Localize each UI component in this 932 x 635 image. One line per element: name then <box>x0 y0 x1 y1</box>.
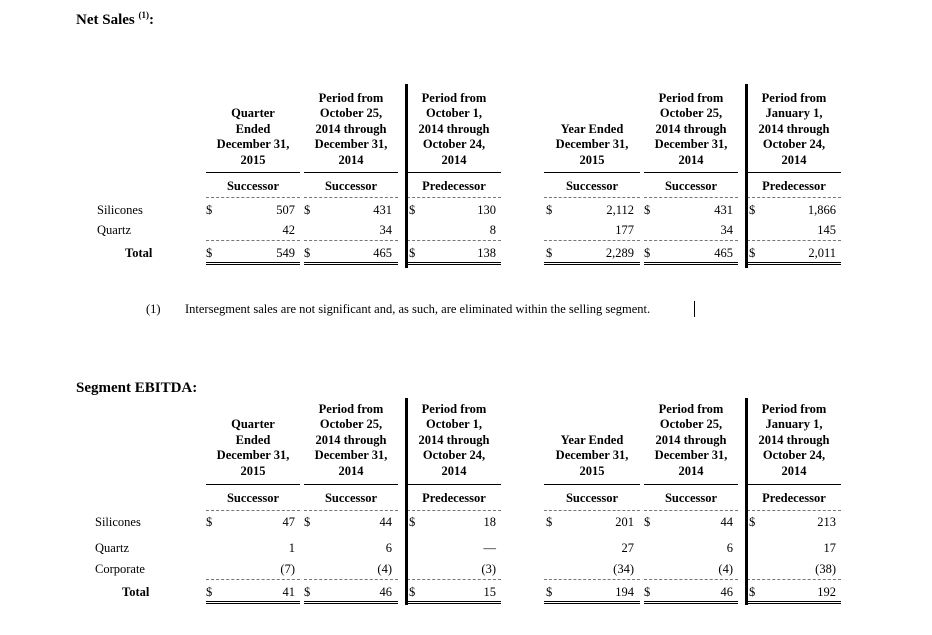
currency-symbol: $ <box>304 515 311 529</box>
currency-symbol: $ <box>546 515 553 529</box>
column-header-line: Quarter <box>231 106 275 120</box>
column-header-line: 2015 <box>240 463 266 478</box>
column-header-line: October 25, <box>659 417 723 431</box>
header-rule <box>747 172 841 173</box>
currency-symbol: $ <box>546 585 553 599</box>
total-value: 465 <box>714 246 733 260</box>
total-double-rule <box>304 601 398 607</box>
subheader-rule <box>644 197 738 198</box>
total-double-rule <box>206 601 300 607</box>
subtotal-rule <box>644 579 738 580</box>
cell-value: 27 <box>621 541 634 555</box>
footnote-marker: (1) <box>146 302 161 316</box>
period-label: Predecessor <box>422 179 486 193</box>
cell-value: 34 <box>379 223 392 237</box>
row-label: Quartz <box>95 541 130 555</box>
subtotal-rule <box>304 240 398 241</box>
column-header <box>747 91 841 169</box>
column-header-line: Period from <box>761 90 827 105</box>
currency-symbol: $ <box>644 515 651 529</box>
column-header-line: October 25, <box>319 106 383 120</box>
subtotal-rule <box>206 240 300 241</box>
currency-symbol: $ <box>749 203 756 217</box>
cell-value: (3) <box>481 562 496 576</box>
cell-value: 8 <box>489 223 496 237</box>
column-header-line: Period from <box>761 401 827 416</box>
column-header <box>407 91 501 169</box>
column-header-line: December 31, <box>654 448 728 462</box>
column-header <box>304 402 398 480</box>
period-label: Successor <box>226 491 280 505</box>
total-value: 138 <box>477 246 496 260</box>
total-double-rule <box>747 262 841 268</box>
column-header-line: 2014 <box>678 463 704 478</box>
column-header-line: October 24, <box>422 137 486 151</box>
currency-symbol: $ <box>546 246 553 260</box>
row-label: Silicones <box>95 515 141 529</box>
cell-value: 42 <box>282 223 295 237</box>
column-header-line: January 1, <box>765 417 823 431</box>
total-value: 46 <box>379 585 392 599</box>
subheader-rule <box>747 197 841 198</box>
subtotal-rule <box>544 579 640 580</box>
subheader-rule <box>544 197 640 198</box>
cell-value: 507 <box>276 203 295 217</box>
header-rule <box>747 484 841 485</box>
period-label: Predecessor <box>762 179 826 193</box>
cell-value: 6 <box>726 541 733 555</box>
subtotal-rule <box>206 579 300 580</box>
cell-value: 44 <box>720 515 733 529</box>
column-header-line: October 1, <box>425 106 482 120</box>
total-row-label: Total <box>122 585 150 599</box>
column-header-line: Ended <box>235 432 271 447</box>
subtotal-rule <box>747 579 841 580</box>
subheader-rule <box>747 510 841 511</box>
column-header-line: 2015 <box>579 152 605 167</box>
currency-symbol: $ <box>409 203 416 217</box>
cell-value: 213 <box>817 515 836 529</box>
cell-value: 17 <box>823 541 836 555</box>
column-header-line: 2014 <box>338 152 364 167</box>
column-header-line: October 24, <box>762 137 826 151</box>
period-separator <box>745 398 748 605</box>
cell-value: 201 <box>615 515 634 529</box>
period-label: Successor <box>565 491 619 505</box>
header-rule <box>644 172 738 173</box>
total-value: 192 <box>817 585 836 599</box>
column-header-line: October 24, <box>422 448 486 462</box>
column-header-line: Period from <box>318 90 384 105</box>
currency-symbol: $ <box>206 515 213 529</box>
subheader-rule <box>304 510 398 511</box>
column-header <box>407 402 501 480</box>
column-header <box>544 122 640 169</box>
column-header <box>747 402 841 480</box>
column-header-line: 2014 through <box>758 121 830 136</box>
total-double-rule <box>206 262 300 268</box>
header-rule <box>407 172 501 173</box>
column-header-line: December 31, <box>555 448 629 462</box>
cell-value: 1,866 <box>807 203 836 217</box>
column-header-line: 2014 through <box>655 121 727 136</box>
column-header-line: Quarter <box>231 417 275 431</box>
column-header-line: October 1, <box>425 417 482 431</box>
cell-value: (4) <box>377 562 392 576</box>
cell-value: 177 <box>615 223 634 237</box>
total-double-rule <box>407 601 501 607</box>
subheader-rule <box>206 510 300 511</box>
column-header <box>544 433 640 480</box>
column-header <box>304 91 398 169</box>
column-header-line: December 31, <box>314 137 388 151</box>
footnote-text: Intersegment sales are not significant and, as such, are eliminated within the selling segment. <box>185 302 651 316</box>
period-label: Successor <box>324 179 378 193</box>
period-separator <box>405 398 408 605</box>
subtotal-rule <box>644 240 738 241</box>
column-header-line: 2015 <box>579 463 605 478</box>
column-header-line: Year Ended <box>560 432 624 447</box>
column-header-line: 2014 <box>678 152 704 167</box>
period-label: Successor <box>226 179 280 193</box>
cell-value: (38) <box>815 562 836 576</box>
row-label: Quartz <box>97 223 132 237</box>
cell-value: 47 <box>282 515 295 529</box>
total-double-rule <box>544 601 640 607</box>
column-header-line: Period from <box>421 90 487 105</box>
column-header-line: 2014 <box>338 463 364 478</box>
column-header-line: December 31, <box>314 448 388 462</box>
total-double-rule <box>644 601 738 607</box>
currency-symbol: $ <box>206 246 213 260</box>
cell-value: (7) <box>280 562 295 576</box>
column-header-line: Ended <box>235 121 271 136</box>
subtotal-rule <box>407 579 501 580</box>
period-label: Successor <box>664 491 718 505</box>
row-label: Corporate <box>95 562 145 576</box>
column-header-line: December 31, <box>216 448 290 462</box>
net-sales-footnote-ref: (1) <box>138 10 149 20</box>
total-double-rule <box>304 262 398 268</box>
subheader-rule <box>544 510 640 511</box>
header-rule <box>544 172 640 173</box>
column-header-line: October 25, <box>659 106 723 120</box>
cell-value: 6 <box>385 541 392 555</box>
column-header-line: Year Ended <box>560 121 624 136</box>
currency-symbol: $ <box>644 203 651 217</box>
period-label: Successor <box>565 179 619 193</box>
period-separator <box>405 84 408 268</box>
cell-value: 44 <box>379 515 392 529</box>
column-header-line: December 31, <box>216 137 290 151</box>
column-header-line: 2014 <box>781 463 807 478</box>
column-header-line: 2014 through <box>655 432 727 447</box>
total-value: 46 <box>720 585 733 599</box>
total-value: 2,289 <box>605 246 634 260</box>
total-double-rule <box>544 262 640 268</box>
row-label: Silicones <box>97 203 143 217</box>
text-cursor <box>694 301 695 317</box>
header-rule <box>644 484 738 485</box>
currency-symbol: $ <box>206 585 213 599</box>
net-sales-title: Net Sales <box>76 12 135 28</box>
subheader-rule <box>304 197 398 198</box>
total-row-label: Total <box>125 246 153 260</box>
column-header-line: October 25, <box>319 417 383 431</box>
currency-symbol: $ <box>304 585 311 599</box>
column-header-line: 2014 <box>441 463 467 478</box>
period-label: Predecessor <box>422 491 486 505</box>
period-label: Successor <box>664 179 718 193</box>
currency-symbol: $ <box>644 585 651 599</box>
column-header-line: 2014 through <box>418 432 490 447</box>
total-value: 194 <box>615 585 634 599</box>
cell-value: 1 <box>288 541 295 555</box>
currency-symbol: $ <box>409 585 416 599</box>
currency-symbol: $ <box>304 203 311 217</box>
subtotal-rule <box>544 240 640 241</box>
total-value: 549 <box>276 246 295 260</box>
currency-symbol: $ <box>546 203 553 217</box>
column-header-line: January 1, <box>765 106 823 120</box>
currency-symbol: $ <box>409 515 416 529</box>
cell-value: 130 <box>477 203 496 217</box>
column-header-line: 2014 through <box>758 432 830 447</box>
currency-symbol: $ <box>206 203 213 217</box>
net-sales-title-suffix: : <box>149 12 154 28</box>
segment-ebitda-heading: Segment EBITDA: <box>76 380 198 396</box>
cell-value: 431 <box>714 203 733 217</box>
header-rule <box>304 172 398 173</box>
total-double-rule <box>747 601 841 607</box>
currency-symbol: $ <box>409 246 416 260</box>
header-rule <box>304 484 398 485</box>
cell-value: (34) <box>613 562 634 576</box>
header-rule <box>206 172 300 173</box>
column-header-line: 2015 <box>240 152 266 167</box>
currency-symbol: $ <box>644 246 651 260</box>
subtotal-rule <box>407 240 501 241</box>
total-double-rule <box>407 262 501 268</box>
total-value: 465 <box>373 246 392 260</box>
period-separator <box>745 84 748 268</box>
total-value: 41 <box>282 585 295 599</box>
column-header-line: Period from <box>421 401 487 416</box>
header-rule <box>407 484 501 485</box>
column-header-line: December 31, <box>654 137 728 151</box>
column-header-line: Period from <box>658 401 724 416</box>
subheader-rule <box>644 510 738 511</box>
period-label: Predecessor <box>762 491 826 505</box>
column-header-line: 2014 through <box>418 121 490 136</box>
currency-symbol: $ <box>749 515 756 529</box>
total-value: 15 <box>483 585 496 599</box>
column-header-line: October 24, <box>762 448 826 462</box>
column-header-line: 2014 <box>441 152 467 167</box>
cell-value: 145 <box>817 223 836 237</box>
currency-symbol: $ <box>749 246 756 260</box>
currency-symbol: $ <box>749 585 756 599</box>
cell-value: (4) <box>718 562 733 576</box>
header-rule <box>206 484 300 485</box>
total-value: 2,011 <box>808 246 836 260</box>
column-header <box>206 417 300 479</box>
column-header-line: Period from <box>318 401 384 416</box>
cell-value: 431 <box>373 203 392 217</box>
column-header-line: December 31, <box>555 137 629 151</box>
column-header-line: Period from <box>658 90 724 105</box>
column-header <box>206 106 300 168</box>
currency-symbol: $ <box>304 246 311 260</box>
column-header <box>644 91 738 169</box>
header-rule <box>544 484 640 485</box>
column-header <box>644 402 738 480</box>
subtotal-rule <box>304 579 398 580</box>
subheader-rule <box>407 510 501 511</box>
subtotal-rule <box>747 240 841 241</box>
cell-value: 2,112 <box>606 203 634 217</box>
cell-value: 18 <box>483 515 496 529</box>
total-double-rule <box>644 262 738 268</box>
column-header-line: 2014 through <box>315 121 387 136</box>
cell-value: 34 <box>720 223 733 237</box>
column-header-line: 2014 through <box>315 432 387 447</box>
subheader-rule <box>206 197 300 198</box>
net-sales-heading <box>76 10 154 29</box>
column-header-line: 2014 <box>781 152 807 167</box>
period-label: Successor <box>324 491 378 505</box>
subheader-rule <box>407 197 501 198</box>
cell-value: — <box>483 541 496 555</box>
